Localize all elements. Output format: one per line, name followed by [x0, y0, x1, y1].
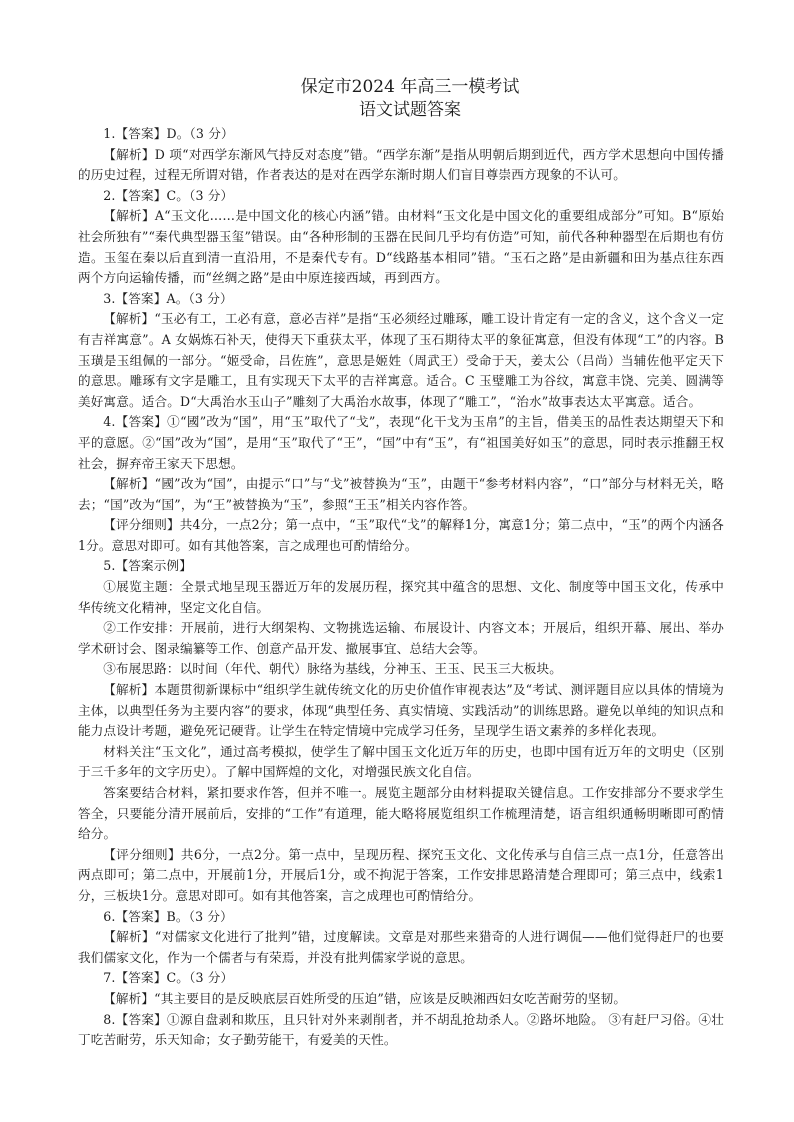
answer-paragraph: 【解析】A“玉文化……是中国文化的核心内涵”错。由材料“玉文化是中国文化的重要组成部分”可知。B“原始社会所独有”“秦代典型器玉玺”错误。由“各种形制的玉器在民间几乎均有仿造”可知，前代各种种器型在后期也有仿造。玉玺在秦以后直到清一直沿用，不是秦代专有。D“线路基本相同”错。“玉石之路”是由新疆和田为基点往东西两个方向运输传播，而“丝绸之路”是由中原连接西域，再到西方。 — [78, 208, 724, 286]
page-title: 保定市2024 年高三一模考试 — [300, 77, 520, 97]
answer-paragraph: 【解析】D 项“对西学东渐风气持反对态度”错。“西学东渐”是指从明朝后期到近代，西方学术思想向中国传播的历史过程，过程无所谓对错，作者表达的是对在西学东渐时期人们盲目尊崇西方现象的不认可。 — [78, 146, 724, 183]
answer-paragraph: 2.【答案】C。（3 分） — [103, 187, 234, 203]
answer-paragraph: 7.【答案】C。（3 分） — [103, 970, 234, 986]
answer-paragraph: 材料关注“玉文化”，通过高考模拟，使学生了解中国玉文化近万年的历史，也即中国有近万年的文明史（区别于三千多年的文字历史）。了解中国辉煌的文化，对增强民族文化自信。 — [78, 743, 724, 780]
answer-paragraph: ①展览主题：全景式地呈现玉器近万年的发展历程，探究其中蕴含的思想、文化、制度等中国玉文化，传承中华传统文化精神，坚定文化自信。 — [78, 579, 724, 615]
answer-body — [78, 124, 724, 1051]
answer-paragraph: 3.【答案】A。（3 分） — [103, 290, 233, 306]
answer-paragraph: 【解析】“國”改为“国”，由提示“口”与“戈”被替换为“玉”，由题干“参考材料内容”，“口”部分与材料无关，略去；“国”改为“国”，为“王”被替换为“玉”，参照“王玉”相关内容作答。 — [78, 476, 724, 512]
answer-paragraph: 8.【答案】①源自盘剥和欺压，且只针对外来剥削者，并不胡乱抢劫杀人。②路坏地险。 ③有赶尸习俗。④壮丁吃苦耐劳，乐天知命；女子勤劳能干，有爱美的天性。 — [78, 1011, 724, 1048]
answer-paragraph: 6.【答案】B。（3 分） — [103, 908, 233, 924]
answer-paragraph: 【解析】“其主要目的是反映底层百姓所受的压迫”错，应该是反映湘西妇女吃苦耐劳的坚韧。 — [103, 990, 627, 1006]
answer-paragraph: 4.【答案】①“國”改为“国”，用“玉”取代了“戈”，表现“化干戈为玉帛”的主旨，借美玉的品性表达期望天下和平的意愿。②“国”改为“国”，是用“玉”取代了“王”，“国”中有“玉”，有“祖国美好如玉”的意思，同时表示推翻王权社会，摒弃帝王家天下思想。 — [78, 414, 724, 471]
page-subtitle: 语文试题答案 — [359, 100, 461, 120]
answer-paragraph: 【评分细则】共4分，一点2分；第一点中，“玉”取代“戈”的解释1分，寓意1分；第二点中，“玉”的两个内涵各1分。意思对即可。如有其他答案，言之成理也可酌情给分。 — [78, 517, 724, 553]
answer-paragraph: ③布展思路：以时间（年代、朝代）脉络为基线，分神玉、王玉、民玉三大板块。 — [103, 661, 562, 677]
answer-paragraph: 【解析】“对儒家文化进行了批判”错，过度解读。文章是对那些来猎奇的人进行调侃——他们觉得赶尸的也要我们儒家文化，作为一个儒者与有荣焉，并没有批判儒家学说的意思。 — [78, 929, 724, 965]
answer-paragraph: 答案要结合材料，紧扣要求作答，但并不唯一。展览主题部分由材料提取关键信息。工作安排部分不要求学生答全，只要能分清开展前后，安排的“工作”有道理，能大略将展览组织工作梳理清楚，语言组织通畅明晰即可酌情给分。 — [78, 785, 724, 842]
answer-paragraph: 1.【答案】D。（3 分） — [103, 126, 234, 141]
answer-paragraph: ②工作安排：开展前，进行大纲架构、文物挑选运输、布展设计、内容文本；开展后，组织开幕、展出、举办学术研讨会、图录编纂等工作、创意产品开发、撤展事宜、总结大会等。 — [78, 620, 724, 656]
answer-paragraph: 【解析】本题贯彻新课标中“组织学生就传统文化的历史价值作审视表达”及“考试、测评题目应以具体的情境为主体，以典型任务为主要内容”的要求，体现“典型任务、真实情境、实践活动”的训练思路。避免以单纯的知识点和能力点设计考题，避免死记硬背。让学生在特定情境中完成学习任务，呈现学生语文素养的多样化表现。 — [78, 682, 724, 739]
answer-paragraph: 【评分细则】共6分，一点2分。第一点中，呈现历程、探究玉文化、文化传承与自信三点一点1分，任意答出两点即可；第二点中，开展前1分，开展后1分，或不拘泥于答案，工作安排思路清楚合理即可；第三点中，线索1分，三板块1分。意思对即可。如有其他答案，言之成理也可酌情给分。 — [78, 846, 724, 903]
answer-paragraph: 5.【答案示例】 — [103, 558, 192, 574]
answer-paragraph: 【解析】“玉必有工，工必有意，意必吉祥”是指“玉必须经过雕琢，雕工设计肯定有一定的含义，这个含义一定有吉祥寓意”。A 女娲炼石补天，使得天下重获太平，体现了玉石期待太平的象征寓意，但没有体现“工”的内容。B 玉璜是玉组佩的一部分。“姬受命，吕佐旌”，意思是姬姓（周武王）受命于天，姜太公（吕尚）当辅佐他平定天下的意思。雕琢有文字是雕工，且有实现天下太平的吉祥寓意。适合。C 玉璧雕工为谷纹，寓意丰饶、完美、圆满等美好寓意。适合。D“大禹治水玉山子”雕刻了大禹治水故事，体现了“雕工”，“治水”故事表达太平寓意。适合。 — [78, 311, 724, 409]
